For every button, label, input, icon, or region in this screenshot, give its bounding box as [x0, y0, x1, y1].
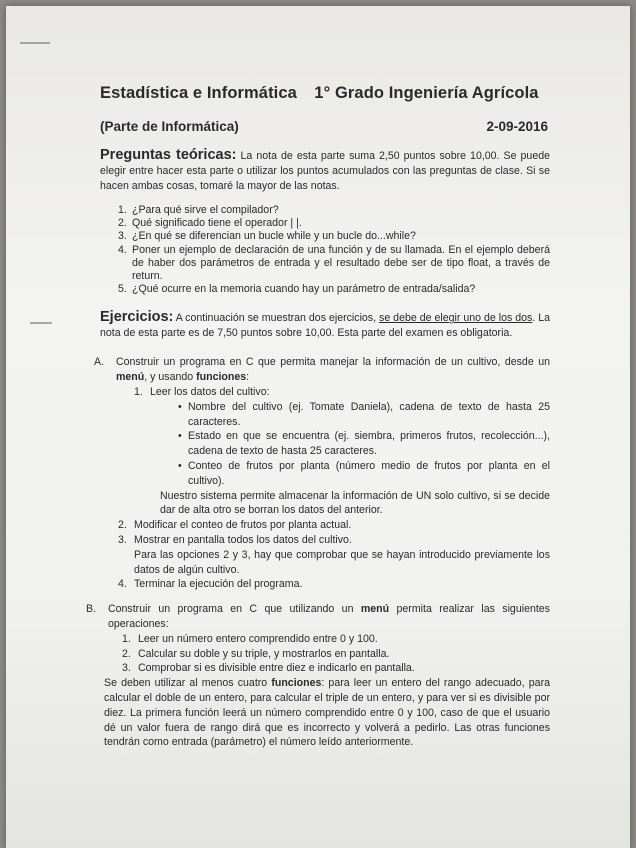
question-text: ¿En qué se diferencian un bucle while y un bucle do...while?	[132, 230, 416, 243]
question-text: ¿Qué ocurre en la memoria cuando hay un parámetro de entrada/salida?	[132, 283, 476, 296]
question-text: Qué significado tiene el operador | |.	[132, 217, 302, 230]
exercise-b-para-a: Se deben utilizar al menos cuatro	[104, 677, 268, 690]
exam-sheet	[6, 6, 630, 848]
step-text: Mostrar en pantalla todos los datos del cultivo.	[134, 533, 352, 546]
theory-intro-text: La nota de esta parte suma 2,50 puntos sobre 10,00. Se puede elegir entre hacer esta parte o utilizar los puntos acumulados con las preguntas de clase. Si se hacen ambas cosas, tomaré la mayor de las notas.	[100, 150, 550, 192]
question-number: 5.	[118, 283, 127, 296]
step-text: Terminar la ejecución del programa.	[134, 578, 303, 591]
exercise-a-step	[118, 577, 550, 592]
exercises-intro	[100, 310, 550, 341]
exercise-a-funciones-keyword: funciones	[196, 371, 247, 384]
exercise-a-intro-text-c: :	[246, 371, 250, 384]
step-text: Calcular su doble y su triple, y mostrarlos en pantalla.	[138, 647, 390, 660]
exercise-b-intro	[106, 602, 550, 632]
exercise-b-intro-text: Construir un programa en C que utilizando un	[108, 603, 354, 616]
theory-question	[118, 204, 550, 217]
theory-question-list	[100, 204, 550, 296]
step-text: Leer los datos del cultivo:	[150, 386, 270, 399]
exercises-heading: Ejercicios:	[100, 309, 174, 326]
exercise-a-menu-keyword: menú	[116, 371, 145, 384]
exam-title-left: Estadística e Informática	[100, 84, 297, 102]
step-number: 3.	[118, 533, 127, 546]
exercise-b-step	[122, 632, 550, 647]
bullet-text: Conteo de frutos por planta (número medio de frutos por planta en el cultivo).	[188, 460, 550, 487]
exercises-intro-b: . La nota de esta parte es de 7,50 puntos sobre 10,00. Esta parte del examen es obligatoria.	[100, 312, 551, 340]
exercise-b-menu-keyword: menú	[360, 603, 390, 616]
exercises-intro-underlined: se debe de elegir uno de los dos	[379, 312, 533, 325]
exercise-a-intro-text: Construir un programa en C que permita manejar la información de un cultivo, desde un	[116, 356, 550, 369]
exercise-a-step	[118, 533, 550, 548]
step-number: 2.	[118, 519, 127, 532]
step-text: Leer un número entero comprendido entre 0 y 100.	[138, 632, 378, 645]
step-text: Modificar el conteo de frutos por planta actual.	[134, 519, 352, 532]
exercise-b-paragraph	[104, 676, 550, 750]
exam-title-right: 1° Grado Ingeniería Agrícola	[314, 84, 539, 102]
exercise-a-step	[118, 518, 550, 533]
step-text: Comprobar si es divisible entre diez e indicarlo en pantalla.	[138, 662, 415, 675]
question-number: 4.	[118, 243, 127, 256]
exercise-a-intro	[108, 355, 550, 385]
exercise-a-bullets	[134, 400, 550, 489]
question-text: ¿Para qué sirve el compilador?	[132, 204, 279, 216]
exam-subtitle: (Parte de Informática)	[100, 119, 239, 134]
exercise-a-bullet	[178, 429, 550, 459]
exercise-a-steps	[118, 385, 550, 592]
theory-intro	[100, 148, 550, 194]
bullet-text: Nombre del cultivo (ej. Tomate Daniela), cadena de texto de hasta 25 caracteres.	[188, 400, 550, 428]
exercise-a	[94, 355, 550, 385]
exercises-intro-a: A continuación se muestran dos ejercicios,	[175, 312, 377, 325]
exercise-a-label: A.	[94, 356, 105, 369]
bullet-icon: •	[178, 430, 182, 443]
exam-subheader	[100, 119, 550, 134]
step-number: 1.	[122, 632, 131, 645]
exercise-b-step	[122, 661, 550, 676]
bullet-text: Estado en que se encuentra (ej. siembra, primeros frutos, recolección...), cadena de texto de hasta 25 caracteres.	[188, 430, 550, 458]
exam-title	[100, 84, 550, 103]
bullet-icon: •	[178, 460, 182, 472]
exercise-b	[86, 602, 550, 632]
step-number: 1.	[134, 386, 143, 399]
theory-question	[118, 283, 550, 296]
theory-question	[118, 244, 550, 284]
exercise-b-step	[122, 647, 550, 662]
exercise-a-step3-note: Para las opciones 2 y 3, hay que comprobar que se hayan introducido previamente los datos de algún cultivo.	[134, 548, 550, 576]
exercise-a-note: Nuestro sistema permite almacenar la información de UN solo cultivo, si se decide dar de alta otro se borran los datos del anterior.	[160, 489, 550, 517]
question-number: 2.	[118, 217, 127, 230]
theory-heading: Preguntas teóricas:	[100, 147, 237, 163]
exercise-b-label: B.	[86, 603, 97, 616]
exercise-b-steps	[122, 632, 550, 676]
exercise-a-bullet	[178, 400, 550, 430]
step-number: 2.	[122, 647, 131, 660]
theory-question	[118, 217, 550, 230]
exercise-b-funciones-keyword: funciones	[271, 677, 322, 690]
theory-question	[118, 230, 550, 243]
exercise-b-intro-text-b: permita realizar las siguientes operaciones:	[108, 603, 550, 630]
step-number: 4.	[118, 578, 127, 591]
question-text: Poner un ejemplo de declaración de una función y de su llamada. En el ejemplo deberá de haber dos parámetros de entrada y el resultado debe ser de tipo float, a través de return.	[132, 243, 550, 283]
bullet-icon: •	[178, 400, 182, 413]
exercise-a-step	[134, 385, 550, 400]
exam-content	[86, 84, 551, 750]
question-number: 3.	[118, 230, 127, 243]
exercise-a-bullet	[178, 459, 550, 489]
question-number: 1.	[118, 204, 127, 216]
step-number: 3.	[122, 662, 131, 675]
ink-mark	[30, 322, 52, 324]
ink-mark	[20, 42, 50, 44]
exercise-b-para-b: : para leer un entero del rango adecuado, para calcular el doble de un entero, para calcular el triple de un entero, y para ver si es divisible por diez. La primera función leerá un número comprendido entre 0 y 100, caso de que el usuario dé un valor fuera de rango dirá que es incorrecto y volverá a pedirlo. Las otras funciones tendrán como entrada (parámetro) el número leído anteriormente.	[104, 677, 550, 749]
exam-date: 2-09-2016	[486, 119, 548, 134]
exercise-a-intro-text-b: , y usando	[144, 371, 194, 384]
